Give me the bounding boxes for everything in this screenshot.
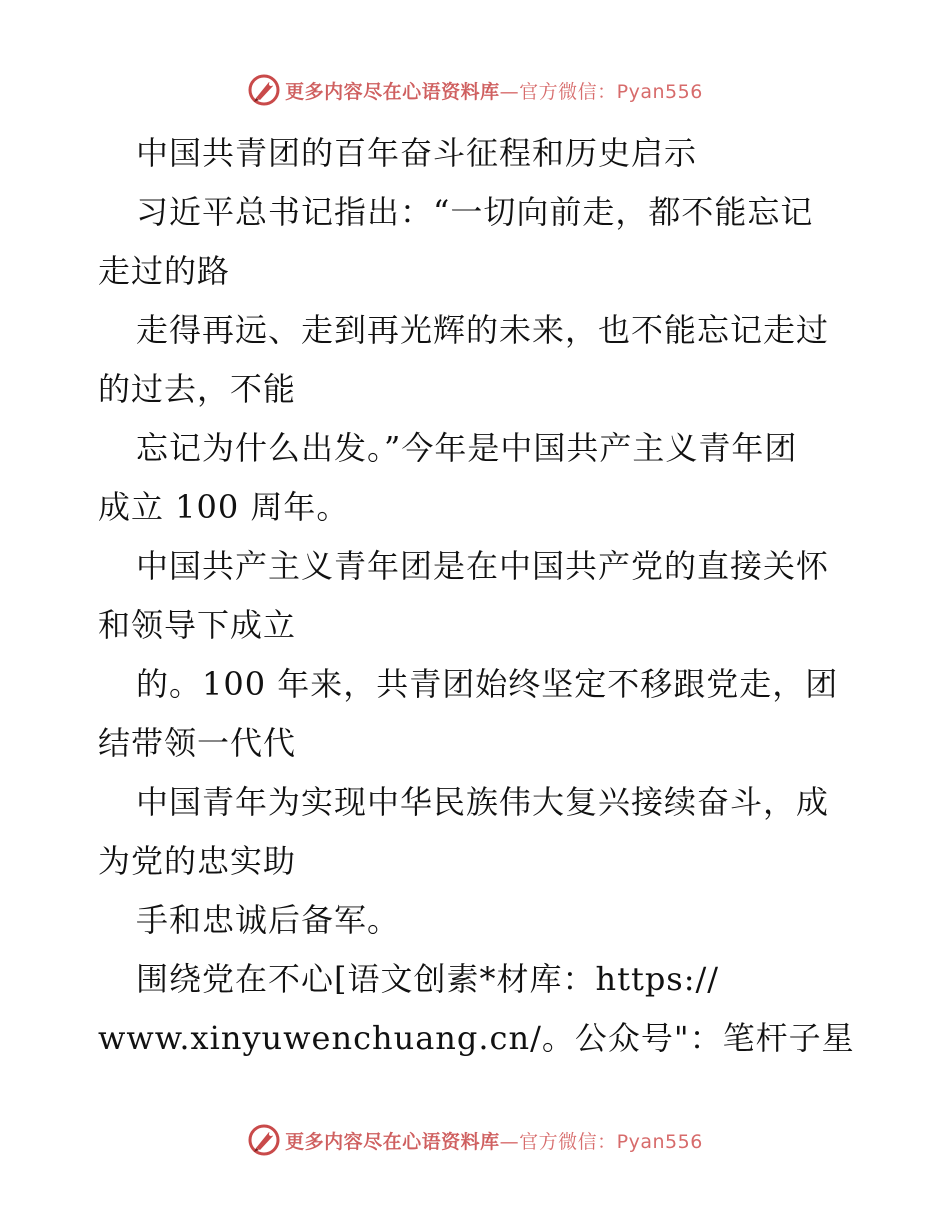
header-watermark-banner <box>0 70 950 110</box>
footer-watermark-banner <box>0 1120 950 1160</box>
pen-nib-logo-icon <box>247 1123 281 1157</box>
paragraph-line: 成立 100 周年。 <box>98 488 350 526</box>
paragraph-line: 手和忠诚后备军。 <box>136 901 401 939</box>
banner-contact: —官方微信：Pyan556 <box>499 80 703 103</box>
paragraph-line: 的过去，不能 <box>98 370 297 408</box>
paragraph-line: 中国共产主义青年团是在中国共产党的直接关怀 <box>136 547 830 585</box>
paragraph-line: 结带领一代代 <box>98 724 297 762</box>
banner-lead: 更多内容尽在心语资料库 <box>285 1130 500 1153</box>
pen-nib-logo-icon <box>247 73 281 107</box>
banner-lead: 更多内容尽在心语资料库 <box>285 80 500 103</box>
banner-text <box>285 77 703 104</box>
banner-text <box>285 1127 703 1154</box>
paragraph-line: 围绕党在不心[语文创素*材库：https:// <box>136 960 720 998</box>
document-title: 中国共青团的百年奋斗征程和历史启示 <box>136 134 698 172</box>
document-body <box>98 124 858 1068</box>
paragraph-line: 的。100 年来，共青团始终坚定不移跟党走，团 <box>136 665 839 703</box>
banner-contact: —官方微信：Pyan556 <box>499 1130 703 1153</box>
paragraph-line: 为党的忠实助 <box>98 842 297 880</box>
paragraph-line: 走过的路 <box>98 252 231 290</box>
paragraph-line: 和领导下成立 <box>98 606 297 644</box>
paragraph-line: 中国青年为实现中华民族伟大复兴接续奋斗，成 <box>136 783 830 821</box>
paragraph-line: www.xinyuwenchuang.cn/。公众号"：笔杆子星 <box>98 1019 855 1057</box>
paragraph-line: 忘记为什么出发。”今年是中国共产主义青年团 <box>136 429 798 467</box>
paragraph-line: 走得再远、走到再光辉的未来，也不能忘记走过 <box>136 311 830 349</box>
paragraph-line: 习近平总书记指出：“一切向前走，都不能忘记 <box>136 193 814 231</box>
